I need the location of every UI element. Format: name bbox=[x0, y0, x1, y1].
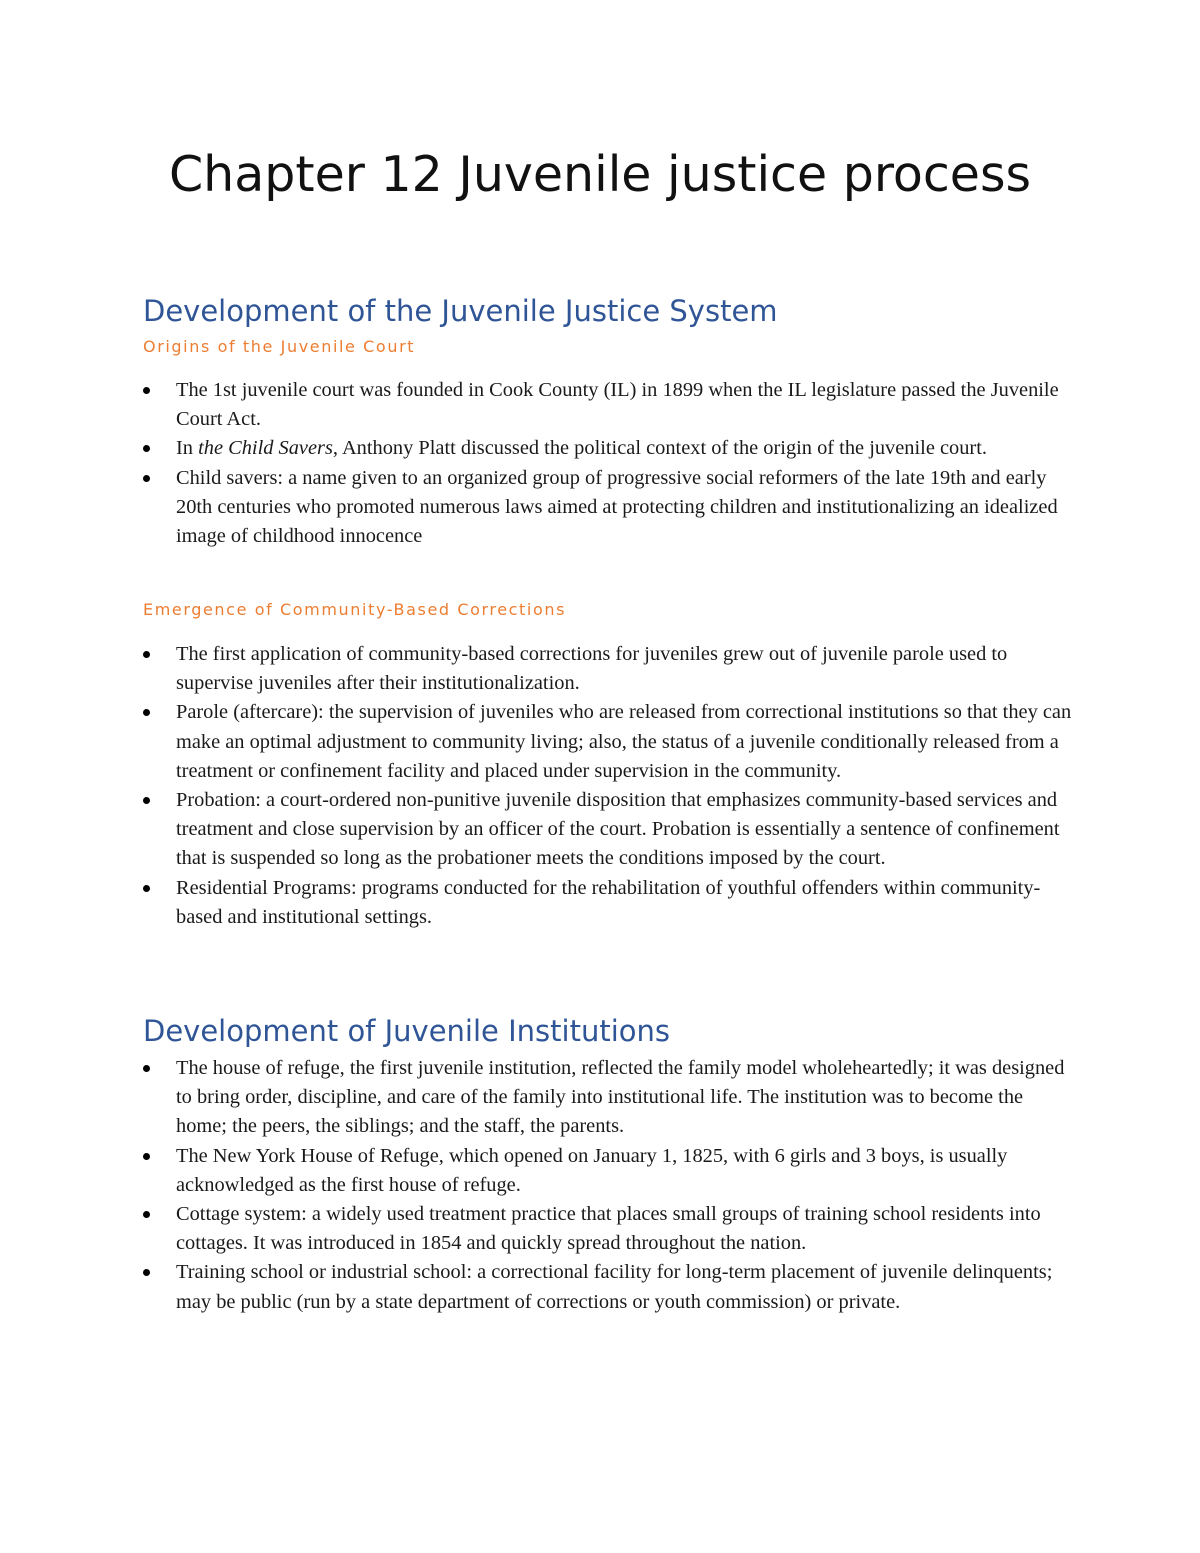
list-item bbox=[143, 376, 1073, 434]
section-heading-juvenile-institutions: Development of Juvenile Institutions bbox=[143, 1014, 670, 1048]
list-item-text: Training school or industrial school: a correctional facility for long-term placement of juvenile delinquents; may be public (run by a state department of corrections or youth commission) or private. bbox=[176, 1261, 1053, 1313]
bullet-icon bbox=[143, 1153, 150, 1160]
list-item bbox=[143, 464, 1073, 552]
section-heading-juvenile-justice-system: Development of the Juvenile Justice System bbox=[143, 294, 778, 328]
bullet-icon bbox=[143, 1269, 150, 1276]
list-item-text: The house of refuge, the first juvenile institution, reflected the family model wholeheartedly; it was designed to bring order, discipline, and care of the family into institutional life. The institution was to become the home; the peers, the siblings; and the staff, the parents. bbox=[176, 1057, 1065, 1138]
subsection-heading-community-corrections: Emergence of Community-Based Corrections bbox=[143, 600, 567, 619]
subsection-heading-origins: Origins of the Juvenile Court bbox=[143, 337, 416, 356]
list-item-text-prefix: In bbox=[176, 437, 199, 460]
list-item bbox=[143, 1142, 1073, 1200]
bullet-icon bbox=[143, 709, 150, 716]
list-item bbox=[143, 1258, 1073, 1316]
page-title: Chapter 12 Juvenile justice process bbox=[168, 146, 1032, 203]
list-item-text: The New York House of Refuge, which opened on January 1, 1825, with 6 girls and 3 boys, is usually acknowledged as the first house of refuge. bbox=[176, 1144, 1008, 1196]
list-item bbox=[143, 874, 1073, 932]
bullet-list-origins bbox=[143, 376, 1073, 551]
bullet-icon bbox=[143, 797, 150, 804]
list-item-text: The first application of community-based corrections for juveniles grew out of juvenile parole used to supervise juveniles after their institutionalization. bbox=[176, 643, 1008, 695]
bullet-icon bbox=[143, 445, 150, 452]
bullet-icon bbox=[143, 1065, 150, 1072]
book-title-italic: the Child Savers bbox=[198, 437, 333, 460]
list-item-text: Child savers: a name given to an organized group of progressive social reformers of the late 19th and early 20th centuries who promoted numerous laws aimed at protecting children and institutionalizing an idealized image of childhood innocence bbox=[176, 466, 1058, 548]
list-item-text: Probation: a court-ordered non-punitive juvenile disposition that emphasizes community-based services and treatment and close supervision by an officer of the court. Probation is essentially a sentence of confinement that is suspended so long as the probationer meets the conditions imposed by the court. bbox=[176, 789, 1060, 870]
bullet-icon bbox=[143, 475, 150, 482]
list-item-text-suffix: , Anthony Platt discussed the political context of the origin of the juvenile court. bbox=[332, 437, 987, 460]
list-item-text: Parole (aftercare): the supervision of juveniles who are released from correctional institutions so that they can make an optimal adjustment to community living; also, the status of a juvenile conditionally released from a treatment or confinement facility and placed under supervision in the community. bbox=[176, 701, 1072, 782]
list-item-text: Cottage system: a widely used treatment practice that places small groups of training school residents into cottages. It was introduced in 1854 and quickly spread throughout the nation. bbox=[176, 1203, 1041, 1255]
list-item bbox=[143, 698, 1073, 786]
list-item bbox=[143, 640, 1073, 698]
list-item bbox=[143, 434, 1073, 463]
list-item bbox=[143, 786, 1073, 874]
list-item-text: Residential Programs: programs conducted for the rehabilitation of youthful offenders within community-based and institutional settings. bbox=[176, 876, 1041, 928]
list-item bbox=[143, 1200, 1073, 1258]
bullet-icon bbox=[143, 387, 150, 394]
bullet-icon bbox=[143, 651, 150, 658]
bullet-icon bbox=[143, 1211, 150, 1218]
bullet-list-community-corrections bbox=[143, 640, 1073, 932]
bullet-list-institutions bbox=[143, 1054, 1073, 1317]
list-item-text: The 1st juvenile court was founded in Cook County (IL) in 1899 when the IL legislature passed the Juvenile Court Act. bbox=[176, 379, 1059, 431]
bullet-icon bbox=[143, 885, 150, 892]
list-item bbox=[143, 1054, 1073, 1142]
